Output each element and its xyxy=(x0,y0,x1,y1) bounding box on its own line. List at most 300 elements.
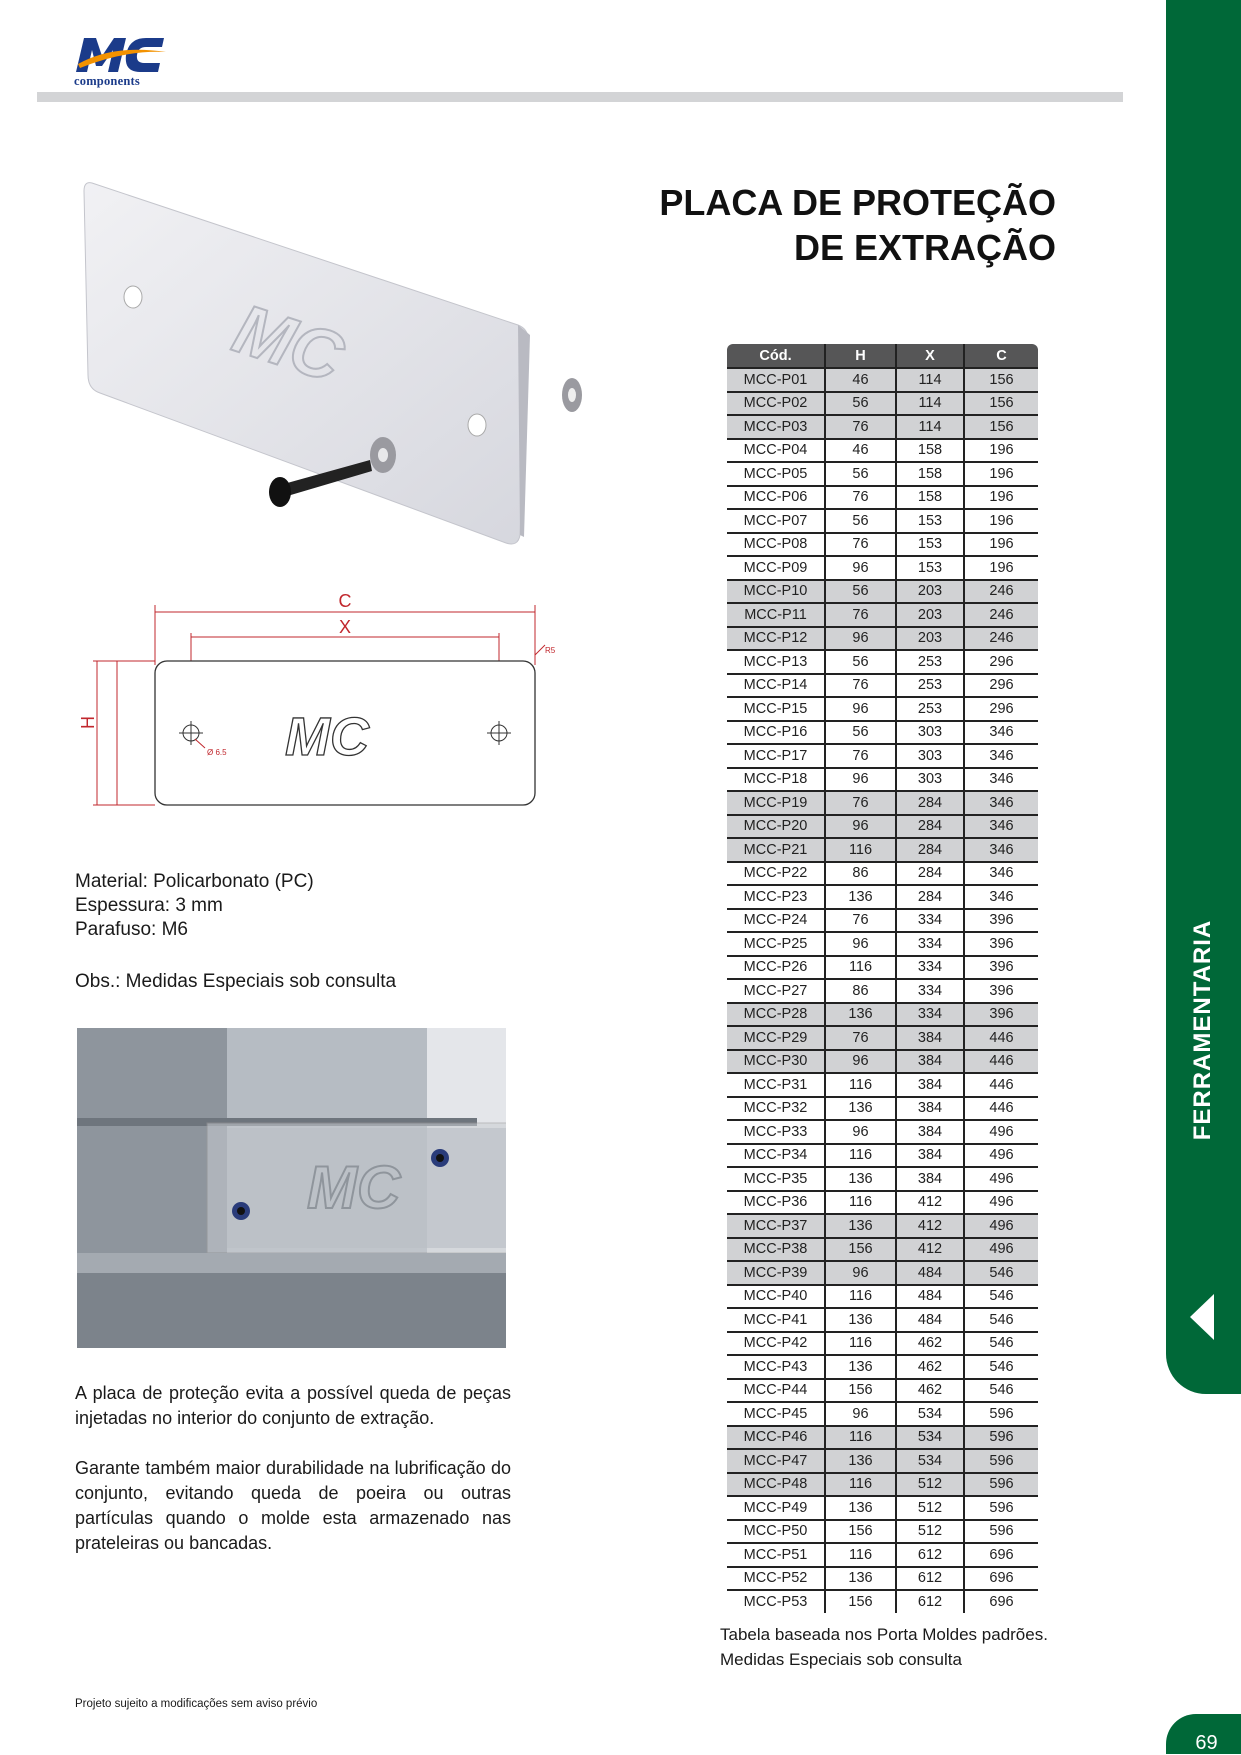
cell-h: 76 xyxy=(825,1026,896,1050)
header-bar xyxy=(37,92,1123,102)
cell-code: MCC-P22 xyxy=(726,862,825,886)
table-row xyxy=(726,1238,1039,1262)
cell-h: 116 xyxy=(825,1332,896,1356)
cell-c: 296 xyxy=(964,697,1039,721)
cell-x: 612 xyxy=(896,1567,964,1591)
table-row xyxy=(726,1473,1039,1497)
table-note-line-1: Tabela baseada nos Porta Moldes padrões. xyxy=(720,1625,1048,1644)
cell-h: 76 xyxy=(825,486,896,510)
cell-c: 496 xyxy=(964,1167,1039,1191)
cell-x: 284 xyxy=(896,838,964,862)
table-row xyxy=(726,768,1039,792)
section-label: FERRAMENTARIA xyxy=(1189,919,1216,1141)
table-row xyxy=(726,439,1039,463)
table-row xyxy=(726,533,1039,557)
spec-thickness: Espessura: 3 mm xyxy=(75,895,223,916)
cell-x: 612 xyxy=(896,1543,964,1567)
cell-h: 76 xyxy=(825,415,896,439)
cell-code: MCC-P53 xyxy=(726,1590,825,1614)
cell-x: 384 xyxy=(896,1050,964,1074)
svg-text:MC: MC xyxy=(307,1154,401,1221)
cell-h: 156 xyxy=(825,1238,896,1262)
cell-c: 496 xyxy=(964,1191,1039,1215)
table-row xyxy=(726,1332,1039,1356)
table-row xyxy=(726,956,1039,980)
product-render xyxy=(80,175,600,555)
cell-code: MCC-P29 xyxy=(726,1026,825,1050)
cell-c: 696 xyxy=(964,1567,1039,1591)
cell-h: 56 xyxy=(825,392,896,416)
cell-code: MCC-P04 xyxy=(726,439,825,463)
cell-code: MCC-P44 xyxy=(726,1379,825,1403)
cell-code: MCC-P17 xyxy=(726,744,825,768)
cell-code: MCC-P16 xyxy=(726,721,825,745)
table-row xyxy=(726,556,1039,580)
dimensions-table xyxy=(725,342,1040,1615)
cell-h: 96 xyxy=(825,768,896,792)
table-row xyxy=(726,1191,1039,1215)
cell-c: 696 xyxy=(964,1543,1039,1567)
cell-h: 56 xyxy=(825,462,896,486)
arrow-left-icon xyxy=(1190,1294,1214,1340)
cell-x: 612 xyxy=(896,1590,964,1614)
table-row xyxy=(726,1073,1039,1097)
cell-c: 346 xyxy=(964,815,1039,839)
logo-subtitle: components xyxy=(74,74,140,88)
cell-x: 158 xyxy=(896,486,964,510)
page-number: 69 xyxy=(1166,1714,1241,1754)
cell-h: 46 xyxy=(825,439,896,463)
cell-h: 76 xyxy=(825,744,896,768)
cell-h: 56 xyxy=(825,580,896,604)
cell-x: 462 xyxy=(896,1355,964,1379)
table-row xyxy=(726,486,1039,510)
cell-x: 284 xyxy=(896,815,964,839)
col-h: H xyxy=(825,343,896,368)
cell-x: 534 xyxy=(896,1426,964,1450)
cell-h: 156 xyxy=(825,1590,896,1614)
cell-x: 484 xyxy=(896,1285,964,1309)
cell-c: 496 xyxy=(964,1120,1039,1144)
cell-h: 116 xyxy=(825,1144,896,1168)
cell-x: 484 xyxy=(896,1261,964,1285)
cell-c: 546 xyxy=(964,1355,1039,1379)
cell-x: 284 xyxy=(896,862,964,886)
table-row xyxy=(726,1402,1039,1426)
cell-x: 284 xyxy=(896,885,964,909)
cell-c: 596 xyxy=(964,1496,1039,1520)
cell-code: MCC-P08 xyxy=(726,533,825,557)
cell-c: 196 xyxy=(964,462,1039,486)
cell-code: MCC-P40 xyxy=(726,1285,825,1309)
cell-x: 158 xyxy=(896,439,964,463)
table-row xyxy=(726,627,1039,651)
cell-c: 546 xyxy=(964,1285,1039,1309)
cell-h: 86 xyxy=(825,979,896,1003)
cell-x: 512 xyxy=(896,1520,964,1544)
cell-code: MCC-P41 xyxy=(726,1308,825,1332)
cell-c: 396 xyxy=(964,1003,1039,1027)
cell-h: 116 xyxy=(825,1073,896,1097)
cell-h: 76 xyxy=(825,909,896,933)
cell-x: 253 xyxy=(896,674,964,698)
cell-code: MCC-P13 xyxy=(726,650,825,674)
cell-x: 153 xyxy=(896,556,964,580)
cell-code: MCC-P18 xyxy=(726,768,825,792)
table-row xyxy=(726,1003,1039,1027)
cell-c: 196 xyxy=(964,509,1039,533)
cell-c: 346 xyxy=(964,791,1039,815)
cell-x: 384 xyxy=(896,1120,964,1144)
spec-screw: Parafuso: M6 xyxy=(75,919,188,940)
cell-code: MCC-P34 xyxy=(726,1144,825,1168)
cell-h: 116 xyxy=(825,956,896,980)
cell-x: 384 xyxy=(896,1167,964,1191)
cell-code: MCC-P45 xyxy=(726,1402,825,1426)
dim-x-label: X xyxy=(338,617,352,637)
cell-h: 136 xyxy=(825,1496,896,1520)
cell-c: 446 xyxy=(964,1097,1039,1121)
cell-code: MCC-P37 xyxy=(726,1214,825,1238)
table-row xyxy=(726,674,1039,698)
col-c: C xyxy=(964,343,1039,368)
cell-h: 116 xyxy=(825,1543,896,1567)
cell-c: 196 xyxy=(964,486,1039,510)
cell-h: 136 xyxy=(825,1167,896,1191)
cell-h: 136 xyxy=(825,1003,896,1027)
cell-c: 546 xyxy=(964,1261,1039,1285)
cell-x: 512 xyxy=(896,1473,964,1497)
spec-material: Material: Policarbonato (PC) xyxy=(75,871,314,892)
cell-code: MCC-P39 xyxy=(726,1261,825,1285)
cell-h: 136 xyxy=(825,1449,896,1473)
table-row xyxy=(726,1285,1039,1309)
cell-c: 396 xyxy=(964,932,1039,956)
cell-x: 114 xyxy=(896,415,964,439)
cell-x: 114 xyxy=(896,392,964,416)
cell-x: 412 xyxy=(896,1238,964,1262)
table-row xyxy=(726,650,1039,674)
table-row xyxy=(726,462,1039,486)
col-x: X xyxy=(896,343,964,368)
table-row xyxy=(726,368,1039,392)
cell-code: MCC-P30 xyxy=(726,1050,825,1074)
application-photo xyxy=(77,1028,506,1348)
cell-code: MCC-P49 xyxy=(726,1496,825,1520)
cell-x: 534 xyxy=(896,1449,964,1473)
cell-c: 396 xyxy=(964,909,1039,933)
cell-x: 253 xyxy=(896,697,964,721)
cell-c: 156 xyxy=(964,392,1039,416)
col-code: Cód. xyxy=(726,343,825,368)
cell-code: MCC-P36 xyxy=(726,1191,825,1215)
cell-code: MCC-P35 xyxy=(726,1167,825,1191)
technical-drawing xyxy=(75,585,585,815)
table-row xyxy=(726,932,1039,956)
table-row xyxy=(726,838,1039,862)
cell-c: 596 xyxy=(964,1449,1039,1473)
cell-c: 296 xyxy=(964,674,1039,698)
cell-x: 334 xyxy=(896,909,964,933)
cell-x: 412 xyxy=(896,1191,964,1215)
cell-code: MCC-P43 xyxy=(726,1355,825,1379)
cell-x: 284 xyxy=(896,791,964,815)
cell-code: MCC-P26 xyxy=(726,956,825,980)
table-row xyxy=(726,1308,1039,1332)
cell-x: 153 xyxy=(896,509,964,533)
cell-h: 76 xyxy=(825,603,896,627)
table-row xyxy=(726,1520,1039,1544)
cell-h: 96 xyxy=(825,815,896,839)
cell-code: MCC-P38 xyxy=(726,1238,825,1262)
cell-code: MCC-P10 xyxy=(726,580,825,604)
cell-h: 136 xyxy=(825,1214,896,1238)
cell-c: 396 xyxy=(964,956,1039,980)
cell-code: MCC-P09 xyxy=(726,556,825,580)
cell-x: 462 xyxy=(896,1379,964,1403)
cell-h: 76 xyxy=(825,791,896,815)
cell-c: 196 xyxy=(964,439,1039,463)
cell-code: MCC-P33 xyxy=(726,1120,825,1144)
cell-h: 96 xyxy=(825,1120,896,1144)
table-row xyxy=(726,791,1039,815)
cell-x: 534 xyxy=(896,1402,964,1426)
cell-h: 156 xyxy=(825,1520,896,1544)
cell-h: 96 xyxy=(825,932,896,956)
cell-x: 153 xyxy=(896,533,964,557)
cell-c: 596 xyxy=(964,1402,1039,1426)
cell-x: 303 xyxy=(896,721,964,745)
table-row xyxy=(726,815,1039,839)
cell-x: 334 xyxy=(896,932,964,956)
cell-code: MCC-P48 xyxy=(726,1473,825,1497)
cell-code: MCC-P46 xyxy=(726,1426,825,1450)
spec-obs: Obs.: Medidas Especiais sob consulta xyxy=(75,971,397,992)
cell-code: MCC-P42 xyxy=(726,1332,825,1356)
table-row xyxy=(726,744,1039,768)
cell-c: 346 xyxy=(964,768,1039,792)
cell-code: MCC-P28 xyxy=(726,1003,825,1027)
cell-c: 696 xyxy=(989,1593,1014,1610)
cell-c: 496 xyxy=(964,1144,1039,1168)
cell-c: 496 xyxy=(964,1238,1039,1262)
cell-c: 496 xyxy=(964,1214,1039,1238)
cell-x: 303 xyxy=(896,744,964,768)
table-row xyxy=(726,392,1039,416)
cell-h: 96 xyxy=(825,1261,896,1285)
cell-code: MCC-P20 xyxy=(726,815,825,839)
cell-h: 56 xyxy=(825,650,896,674)
cell-c: 346 xyxy=(964,885,1039,909)
cell-code: MCC-P50 xyxy=(726,1520,825,1544)
svg-text:MC: MC xyxy=(285,707,369,767)
cell-x: 334 xyxy=(896,1003,964,1027)
cell-code: MCC-P05 xyxy=(726,462,825,486)
cell-c: 346 xyxy=(964,744,1039,768)
table-row xyxy=(726,1261,1039,1285)
cell-c: 596 xyxy=(964,1426,1039,1450)
cell-h: 116 xyxy=(825,1473,896,1497)
title-line-2: DE EXTRAÇÃO xyxy=(793,227,1056,268)
cell-code: MCC-P25 xyxy=(726,932,825,956)
cell-h: 96 xyxy=(825,1050,896,1074)
cell-code: MCC-P27 xyxy=(726,979,825,1003)
footer-disclaimer: Projeto sujeito a modificações sem aviso prévio xyxy=(75,1698,318,1710)
cell-c: 246 xyxy=(964,627,1039,651)
cell-code: MCC-P19 xyxy=(726,791,825,815)
cell-x: 384 xyxy=(896,1026,964,1050)
cell-c: 196 xyxy=(964,533,1039,557)
cell-h: 116 xyxy=(825,838,896,862)
cell-c: 446 xyxy=(964,1050,1039,1074)
table-row xyxy=(726,1214,1039,1238)
cell-h: 136 xyxy=(825,885,896,909)
cell-x: 334 xyxy=(896,956,964,980)
cell-h: 96 xyxy=(825,627,896,651)
cell-code: MCC-P51 xyxy=(726,1543,825,1567)
table-row xyxy=(726,1355,1039,1379)
section-tab xyxy=(1166,0,1241,1394)
table-note-line-2: Medidas Especiais sob consulta xyxy=(720,1650,962,1669)
cell-c: 546 xyxy=(964,1379,1039,1403)
cell-x: 512 xyxy=(896,1496,964,1520)
cell-c: 346 xyxy=(964,838,1039,862)
cell-h: 96 xyxy=(825,697,896,721)
table-row xyxy=(726,1097,1039,1121)
cell-h: 56 xyxy=(825,509,896,533)
brand-logo xyxy=(74,34,170,90)
cell-x: 253 xyxy=(896,650,964,674)
cell-x: 384 xyxy=(896,1097,964,1121)
cell-c: 346 xyxy=(964,721,1039,745)
table-note xyxy=(720,1622,1048,1672)
cell-c: 156 xyxy=(964,415,1039,439)
cell-c: 346 xyxy=(964,862,1039,886)
cell-code: MCC-P31 xyxy=(726,1073,825,1097)
table-row xyxy=(726,415,1039,439)
cell-x: 384 xyxy=(896,1144,964,1168)
cell-c: 446 xyxy=(964,1026,1039,1050)
description-paragraph-2: Garante também maior durabilidade na lubrificação do conjunto, evitando queda de poeira ou outras partículas quando o molde esta armazenado nas prateleiras ou bancadas. xyxy=(75,1458,511,1553)
table-row xyxy=(726,1026,1039,1050)
cell-h: 136 xyxy=(825,1567,896,1591)
cell-h: 116 xyxy=(825,1191,896,1215)
table-row xyxy=(726,509,1039,533)
cell-c: 596 xyxy=(964,1520,1039,1544)
cell-c: 396 xyxy=(964,979,1039,1003)
cell-x: 484 xyxy=(896,1308,964,1332)
table-header-row xyxy=(726,343,1039,368)
cell-h: 96 xyxy=(825,556,896,580)
cell-c: 246 xyxy=(964,603,1039,627)
table-row xyxy=(726,1496,1039,1520)
cell-x: 158 xyxy=(896,462,964,486)
cell-c: 156 xyxy=(964,368,1039,392)
cell-code: MCC-P07 xyxy=(726,509,825,533)
cell-c: 296 xyxy=(964,650,1039,674)
cell-code: MCC-P12 xyxy=(726,627,825,651)
cell-c: 446 xyxy=(964,1073,1039,1097)
table-row xyxy=(726,721,1039,745)
table-row xyxy=(726,580,1039,604)
cell-h: 136 xyxy=(825,1308,896,1332)
cell-c: 546 xyxy=(964,1332,1039,1356)
table-row xyxy=(726,979,1039,1003)
cell-x: 384 xyxy=(896,1073,964,1097)
cell-h: 76 xyxy=(825,533,896,557)
table-row xyxy=(726,697,1039,721)
cell-code: MCC-P06 xyxy=(726,486,825,510)
cell-code: MCC-P14 xyxy=(726,674,825,698)
table-row xyxy=(726,862,1039,886)
cell-code: MCC-P52 xyxy=(726,1567,825,1591)
hole-label: Ø 6.5 xyxy=(207,748,227,757)
cell-h: 116 xyxy=(825,1285,896,1309)
table-row xyxy=(726,1449,1039,1473)
cell-x: 334 xyxy=(896,979,964,1003)
dim-h-label: H xyxy=(78,716,98,729)
table-row xyxy=(726,1590,1039,1614)
cell-x: 203 xyxy=(896,603,964,627)
cell-h: 56 xyxy=(825,721,896,745)
cell-x: 114 xyxy=(896,368,964,392)
cell-code: MCC-P23 xyxy=(726,885,825,909)
svg-text:MC: MC xyxy=(224,289,353,397)
cell-c: 546 xyxy=(964,1308,1039,1332)
cell-x: 203 xyxy=(896,627,964,651)
cell-h: 116 xyxy=(825,1426,896,1450)
table-row xyxy=(726,1567,1039,1591)
cell-code: MCC-P02 xyxy=(726,392,825,416)
cell-x: 203 xyxy=(896,580,964,604)
table-row xyxy=(726,1120,1039,1144)
cell-code: MCC-P01 xyxy=(726,368,825,392)
table-row xyxy=(726,1379,1039,1403)
table-row xyxy=(726,603,1039,627)
cell-c: 196 xyxy=(964,556,1039,580)
cell-code: MCC-P24 xyxy=(726,909,825,933)
table-row xyxy=(726,1426,1039,1450)
table-row xyxy=(726,1543,1039,1567)
title-line-1: PLACA DE PROTEÇÃO xyxy=(659,182,1056,223)
cell-x: 412 xyxy=(896,1214,964,1238)
cell-h: 156 xyxy=(825,1379,896,1403)
cell-code: MCC-P47 xyxy=(726,1449,825,1473)
description-paragraph-1: A placa de proteção evita a possível queda de peças injetadas no interior do conjunto de extração. xyxy=(75,1383,511,1428)
cell-h: 136 xyxy=(825,1097,896,1121)
table-row xyxy=(726,1050,1039,1074)
cell-code: MCC-P03 xyxy=(726,415,825,439)
radius-label: R5 xyxy=(545,646,556,655)
cell-code: MCC-P15 xyxy=(726,697,825,721)
table-row xyxy=(726,909,1039,933)
cell-c: 596 xyxy=(964,1473,1039,1497)
cell-h: 46 xyxy=(825,368,896,392)
cell-x: 303 xyxy=(896,768,964,792)
cell-h: 136 xyxy=(825,1355,896,1379)
dim-c-label: C xyxy=(338,591,352,611)
table-row xyxy=(726,885,1039,909)
cell-h: 86 xyxy=(825,862,896,886)
cell-c: 246 xyxy=(964,580,1039,604)
cell-code: MCC-P32 xyxy=(726,1097,825,1121)
page-title xyxy=(659,180,1056,270)
table-row xyxy=(726,1167,1039,1191)
table-row xyxy=(726,1144,1039,1168)
cell-code: MCC-P21 xyxy=(726,838,825,862)
cell-h: 76 xyxy=(825,674,896,698)
cell-x: 462 xyxy=(896,1332,964,1356)
